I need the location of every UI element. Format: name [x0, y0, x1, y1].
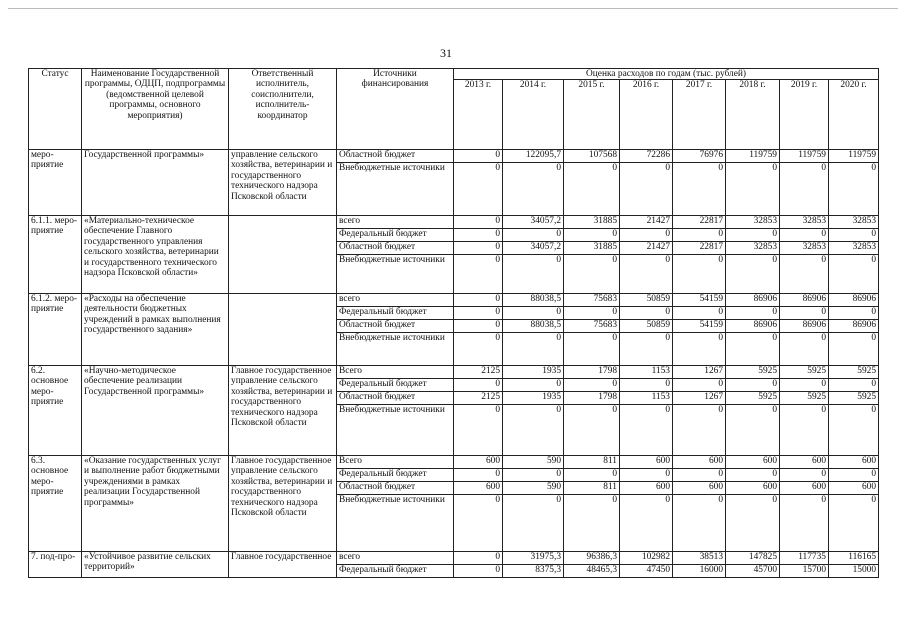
value-cell: 0 [673, 307, 726, 320]
header-name: Наименование Государственной программы, ОДЦП, подпрограммы (ведомственной целевой программы, основного мероприятия) [82, 69, 229, 150]
value-cell: 0 [564, 469, 620, 482]
header-year: 2016 г. [620, 80, 673, 150]
value-cell: 32853 [829, 242, 879, 255]
value-cell: 0 [620, 163, 673, 216]
source-cell: Внебюджетные источники [337, 255, 454, 294]
value-cell: 88038,5 [503, 320, 564, 333]
value-cell: 0 [564, 307, 620, 320]
source-cell: Федеральный бюджет [337, 379, 454, 392]
value-cell: 0 [454, 255, 503, 294]
value-cell: 600 [726, 456, 780, 469]
value-cell: 54159 [673, 320, 726, 333]
value-cell: 600 [829, 456, 879, 469]
header-responsible: Ответственный исполнитель, соисполнители, исполнитель-координатор [229, 69, 337, 150]
value-cell: 47450 [620, 565, 673, 578]
value-cell: 2125 [454, 392, 503, 405]
value-cell: 0 [454, 495, 503, 552]
responsible-cell: Главное государственное управление сельского хозяйства, ветеринарии и государственного технического надзора Псковской области [229, 366, 337, 456]
table-body [29, 150, 879, 578]
source-cell: Внебюджетные источники [337, 333, 454, 366]
table-row [29, 294, 879, 307]
value-cell: 0 [673, 405, 726, 456]
header-estimate: Оценка расходов по годам (тыс. рублей) [454, 69, 879, 80]
value-cell: 600 [673, 456, 726, 469]
value-cell: 0 [564, 405, 620, 456]
table-row [29, 150, 879, 163]
value-cell: 1153 [620, 366, 673, 379]
value-cell: 5925 [726, 366, 780, 379]
source-cell: Областной бюджет [337, 150, 454, 163]
value-cell: 0 [503, 379, 564, 392]
value-cell: 0 [726, 379, 780, 392]
status-cell: меро-приятие [29, 150, 82, 216]
responsible-cell [229, 294, 337, 366]
name-cell: «Устойчивое развитие сельских территорий» [82, 552, 229, 578]
value-cell: 0 [454, 469, 503, 482]
value-cell: 0 [780, 405, 829, 456]
value-cell: 600 [780, 456, 829, 469]
value-cell: 0 [829, 495, 879, 552]
value-cell: 1935 [503, 366, 564, 379]
header-year: 2014 г. [503, 80, 564, 150]
responsible-cell: управление сельского хозяйства, ветеринарии и государственного технического надзора Псковской области [229, 150, 337, 216]
value-cell: 96386,3 [564, 552, 620, 565]
value-cell: 600 [726, 482, 780, 495]
value-cell: 22817 [673, 242, 726, 255]
value-cell: 0 [829, 255, 879, 294]
status-cell: 6.1.2. меро-приятие [29, 294, 82, 366]
value-cell: 21427 [620, 216, 673, 229]
value-cell: 1267 [673, 392, 726, 405]
value-cell: 590 [503, 482, 564, 495]
source-cell: Внебюджетные источники [337, 163, 454, 216]
name-cell: «Оказание государственных услуг и выполнение работ бюджетными учреждениями в рамках реализации Государственной программы» [82, 456, 229, 552]
top-rule [8, 8, 898, 9]
value-cell: 0 [454, 216, 503, 229]
value-cell: 600 [620, 482, 673, 495]
value-cell: 32853 [726, 242, 780, 255]
value-cell: 76976 [673, 150, 726, 163]
value-cell: 0 [564, 495, 620, 552]
value-cell: 0 [780, 307, 829, 320]
value-cell: 0 [673, 469, 726, 482]
value-cell: 31885 [564, 242, 620, 255]
table-row [29, 456, 879, 469]
value-cell: 0 [673, 379, 726, 392]
value-cell: 0 [454, 163, 503, 216]
value-cell: 0 [829, 229, 879, 242]
value-cell: 0 [620, 229, 673, 242]
value-cell: 0 [454, 405, 503, 456]
value-cell: 811 [564, 482, 620, 495]
value-cell: 32853 [829, 216, 879, 229]
value-cell: 119759 [726, 150, 780, 163]
value-cell: 600 [673, 482, 726, 495]
value-cell: 86906 [726, 294, 780, 307]
value-cell: 22817 [673, 216, 726, 229]
name-cell: «Материально-техническое обеспечение Главного государственного управления сельского хозяйства, ветеринарии и государственного технического надзора Псковской области» [82, 216, 229, 294]
value-cell: 102982 [620, 552, 673, 565]
value-cell: 0 [673, 495, 726, 552]
value-cell: 600 [454, 482, 503, 495]
value-cell: 0 [454, 379, 503, 392]
responsible-cell: Главное государственное [229, 552, 337, 578]
value-cell: 0 [780, 255, 829, 294]
value-cell: 75683 [564, 320, 620, 333]
value-cell: 0 [454, 294, 503, 307]
value-cell: 0 [829, 163, 879, 216]
value-cell: 0 [620, 333, 673, 366]
source-cell: Федеральный бюджет [337, 307, 454, 320]
value-cell: 2125 [454, 366, 503, 379]
value-cell: 0 [454, 552, 503, 565]
value-cell: 75683 [564, 294, 620, 307]
source-cell: всего [337, 216, 454, 229]
value-cell: 32853 [780, 216, 829, 229]
status-cell: 6.2. основное меро-приятие [29, 366, 82, 456]
value-cell: 34057,2 [503, 216, 564, 229]
header-row-1 [29, 69, 879, 80]
value-cell: 0 [564, 255, 620, 294]
name-cell: «Научно-методическое обеспечение реализации Государственной программы» [82, 366, 229, 456]
value-cell: 0 [620, 307, 673, 320]
value-cell: 86906 [780, 294, 829, 307]
status-cell: 7. под-про- [29, 552, 82, 578]
value-cell: 0 [454, 229, 503, 242]
value-cell: 0 [829, 333, 879, 366]
source-cell: Областной бюджет [337, 242, 454, 255]
table-row [29, 552, 879, 565]
value-cell: 34057,2 [503, 242, 564, 255]
value-cell: 0 [780, 495, 829, 552]
value-cell: 0 [780, 469, 829, 482]
budget-table [28, 68, 879, 578]
value-cell: 0 [726, 333, 780, 366]
value-cell: 0 [829, 307, 879, 320]
value-cell: 45700 [726, 565, 780, 578]
value-cell: 0 [503, 255, 564, 294]
source-cell: Всего [337, 366, 454, 379]
source-cell: Федеральный бюджет [337, 229, 454, 242]
value-cell: 1798 [564, 392, 620, 405]
table-row [29, 216, 879, 229]
value-cell: 31885 [564, 216, 620, 229]
value-cell: 107568 [564, 150, 620, 163]
value-cell: 0 [620, 405, 673, 456]
value-cell: 1267 [673, 366, 726, 379]
value-cell: 0 [620, 379, 673, 392]
value-cell: 15700 [780, 565, 829, 578]
value-cell: 15000 [829, 565, 879, 578]
source-cell: всего [337, 552, 454, 565]
status-cell: 6.1.1. меро-приятие [29, 216, 82, 294]
value-cell: 48465,3 [564, 565, 620, 578]
value-cell: 122095,7 [503, 150, 564, 163]
value-cell: 147825 [726, 552, 780, 565]
table-row [29, 366, 879, 379]
value-cell: 0 [503, 307, 564, 320]
header-year: 2020 г. [829, 80, 879, 150]
source-cell: Внебюджетные источники [337, 495, 454, 552]
value-cell: 0 [503, 229, 564, 242]
source-cell: Областной бюджет [337, 320, 454, 333]
value-cell: 0 [564, 333, 620, 366]
value-cell: 21427 [620, 242, 673, 255]
header-year: 2018 г. [726, 80, 780, 150]
value-cell: 0 [620, 255, 673, 294]
value-cell: 0 [454, 307, 503, 320]
source-cell: Всего [337, 456, 454, 469]
value-cell: 0 [780, 229, 829, 242]
name-cell: Государственной программы» [82, 150, 229, 216]
value-cell: 5925 [780, 366, 829, 379]
value-cell: 0 [726, 405, 780, 456]
status-cell: 6.3. основное меро-приятие [29, 456, 82, 552]
value-cell: 0 [503, 469, 564, 482]
value-cell: 0 [726, 495, 780, 552]
value-cell: 811 [564, 456, 620, 469]
value-cell: 590 [503, 456, 564, 469]
value-cell: 88038,5 [503, 294, 564, 307]
value-cell: 0 [503, 405, 564, 456]
source-cell: всего [337, 294, 454, 307]
value-cell: 0 [454, 242, 503, 255]
value-cell: 72286 [620, 150, 673, 163]
value-cell: 116165 [829, 552, 879, 565]
value-cell: 119759 [829, 150, 879, 163]
value-cell: 0 [780, 163, 829, 216]
header-year: 2019 г. [780, 80, 829, 150]
value-cell: 600 [620, 456, 673, 469]
value-cell: 86906 [780, 320, 829, 333]
value-cell: 0 [564, 229, 620, 242]
value-cell: 16000 [673, 565, 726, 578]
value-cell: 8375,3 [503, 565, 564, 578]
value-cell: 5925 [829, 392, 879, 405]
value-cell: 0 [673, 163, 726, 216]
value-cell: 0 [829, 405, 879, 456]
source-cell: Федеральный бюджет [337, 469, 454, 482]
value-cell: 54159 [673, 294, 726, 307]
page-number: 31 [440, 46, 452, 60]
value-cell: 0 [620, 495, 673, 552]
value-cell: 1935 [503, 392, 564, 405]
value-cell: 86906 [726, 320, 780, 333]
value-cell: 1798 [564, 366, 620, 379]
value-cell: 117735 [780, 552, 829, 565]
value-cell: 0 [673, 333, 726, 366]
source-cell: Внебюджетные источники [337, 405, 454, 456]
value-cell: 600 [829, 482, 879, 495]
value-cell: 600 [780, 482, 829, 495]
value-cell: 0 [726, 229, 780, 242]
value-cell: 32853 [726, 216, 780, 229]
value-cell: 0 [564, 379, 620, 392]
value-cell: 0 [503, 163, 564, 216]
value-cell: 0 [726, 469, 780, 482]
header-year: 2013 г. [454, 80, 503, 150]
value-cell: 0 [620, 469, 673, 482]
value-cell: 38513 [673, 552, 726, 565]
value-cell: 0 [454, 565, 503, 578]
header-year: 2017 г. [673, 80, 726, 150]
value-cell: 0 [564, 163, 620, 216]
header-year: 2015 г. [564, 80, 620, 150]
value-cell: 50859 [620, 294, 673, 307]
value-cell: 0 [829, 379, 879, 392]
value-cell: 0 [503, 495, 564, 552]
value-cell: 31975,3 [503, 552, 564, 565]
value-cell: 32853 [780, 242, 829, 255]
value-cell: 600 [454, 456, 503, 469]
value-cell: 0 [503, 333, 564, 366]
value-cell: 0 [726, 255, 780, 294]
value-cell: 0 [454, 333, 503, 366]
value-cell: 0 [454, 320, 503, 333]
value-cell: 5925 [780, 392, 829, 405]
value-cell: 5925 [726, 392, 780, 405]
value-cell: 0 [829, 469, 879, 482]
value-cell: 0 [673, 229, 726, 242]
value-cell: 86906 [829, 294, 879, 307]
header-status: Статус [29, 69, 82, 150]
name-cell: «Расходы на обеспечение деятельности бюджетных учреждений в рамках выполнения государственного задания» [82, 294, 229, 366]
header-sources: Источники финансирования [337, 69, 454, 150]
value-cell: 0 [780, 333, 829, 366]
value-cell: 119759 [780, 150, 829, 163]
responsible-cell: Главное государственное управление сельского хозяйства, ветеринарии и государственного технического надзора Псковской области [229, 456, 337, 552]
value-cell: 0 [726, 163, 780, 216]
source-cell: Областной бюджет [337, 392, 454, 405]
value-cell: 86906 [829, 320, 879, 333]
value-cell: 5925 [829, 366, 879, 379]
value-cell: 0 [673, 255, 726, 294]
value-cell: 0 [780, 379, 829, 392]
value-cell: 1153 [620, 392, 673, 405]
source-cell: Областной бюджет [337, 482, 454, 495]
value-cell: 50859 [620, 320, 673, 333]
source-cell: Федеральный бюджет [337, 565, 454, 578]
value-cell: 0 [726, 307, 780, 320]
responsible-cell [229, 216, 337, 294]
value-cell: 0 [454, 150, 503, 163]
